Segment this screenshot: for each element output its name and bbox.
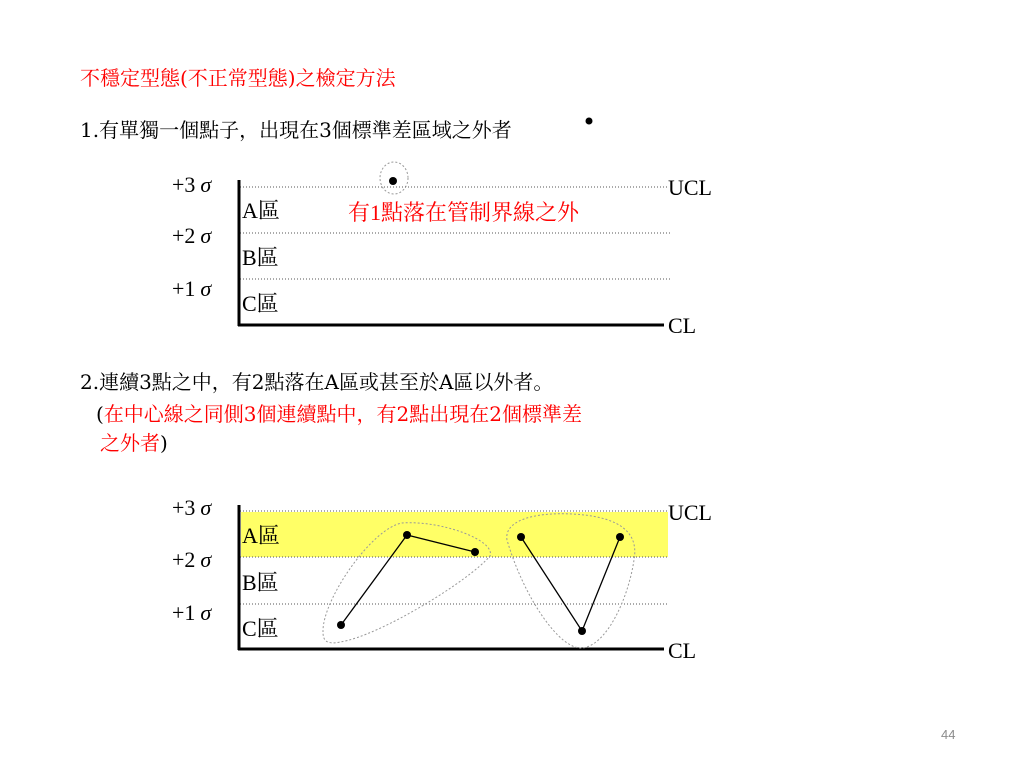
stray-point-marker <box>586 118 593 125</box>
rule-2-note-red-1: 在中心線之同側3個連續點中，有2點出現在2個標準差 <box>103 402 582 426</box>
rule-2-text: 2.連續3點之中，有2點落在A區或甚至於A區以外者。 <box>80 370 554 394</box>
chart-2 <box>172 495 712 663</box>
data-point <box>517 533 525 541</box>
ucl-label-2: UCL <box>668 500 712 525</box>
data-point <box>616 533 624 541</box>
close-paren: ) <box>160 431 168 455</box>
zone-a-highlight <box>241 512 668 557</box>
data-point <box>578 627 586 635</box>
open-paren: ( <box>96 402 104 426</box>
zone-b-label-2: B區 <box>242 570 279 595</box>
data-point <box>337 621 345 629</box>
sigma-label-1-b: +1 σ <box>172 600 212 625</box>
zone-c-label-2: C區 <box>242 616 279 641</box>
slide-title: 不穩定型態(不正常型態)之檢定方法 <box>80 66 396 90</box>
sigma-label-1: +1 σ <box>172 276 212 301</box>
data-point <box>471 548 479 556</box>
sigma-label-3-b: +3 σ <box>172 495 212 520</box>
sigma-label-2-b: +2 σ <box>172 547 212 572</box>
data-point <box>403 531 411 539</box>
chart-1 <box>172 118 712 339</box>
sigma-label-3: +3 σ <box>172 172 212 197</box>
out-of-limit-annotation: 有1點落在管制界線之外 <box>348 200 580 225</box>
zone-a-label: A區 <box>242 198 280 223</box>
rule-2-note-red-2: 之外者 <box>100 431 160 455</box>
zone-b-label: B區 <box>242 245 279 270</box>
ucl-label: UCL <box>668 175 712 200</box>
sigma-label-2: +2 σ <box>172 223 212 248</box>
outlier-point <box>389 177 397 185</box>
cl-label-2: CL <box>668 638 697 663</box>
page-number: 44 <box>941 727 956 742</box>
zone-a-label-2: A區 <box>242 523 280 548</box>
zone-c-label: C區 <box>242 291 279 316</box>
cl-label: CL <box>668 313 697 338</box>
rule-1-text: 1.有單獨一個點子，出現在3個標準差區域之外者 <box>80 118 512 142</box>
